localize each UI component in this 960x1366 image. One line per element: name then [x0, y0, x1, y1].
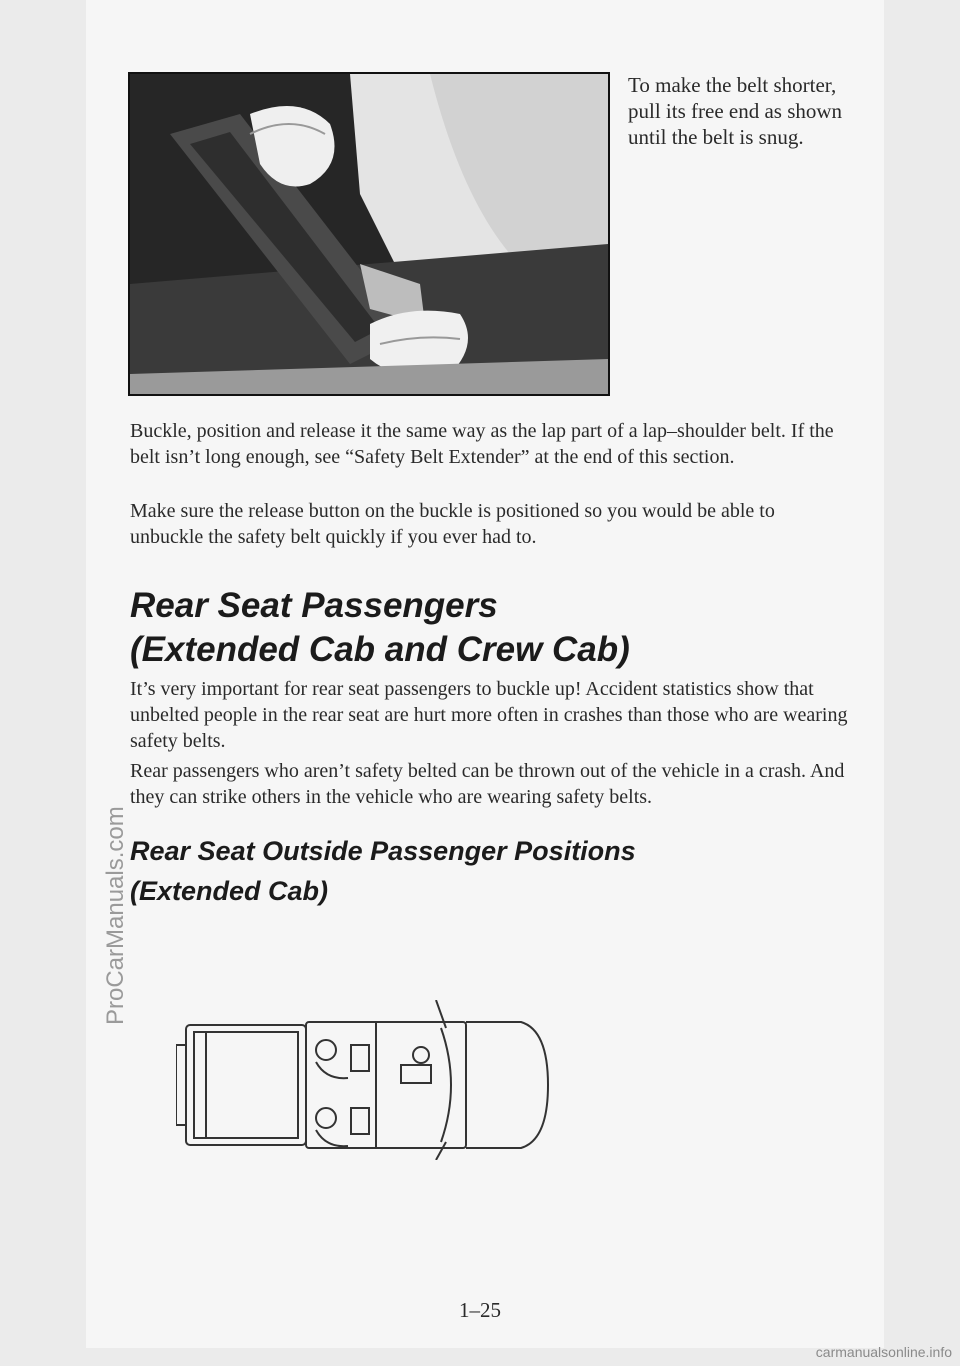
section-title-line1: Rear Seat Passengers — [130, 586, 498, 625]
side-watermark — [95, 560, 135, 1030]
subsection-title-line1: Rear Seat Outside Passenger Positions — [130, 836, 636, 866]
person-fastening-lap-belt-icon — [130, 74, 608, 394]
page-number: 1–25 — [459, 1298, 501, 1322]
truck-top-view-icon — [176, 1000, 556, 1160]
footer-watermark[interactable]: carmanualsonline.info — [815, 1344, 952, 1360]
side-watermark-text: ProCarManuals.com — [102, 806, 129, 1025]
truck-top-view-diagram — [176, 1000, 556, 1160]
paragraph-thrown-out: Rear passengers who aren’t safety belted can be thrown out of the vehicle in a crash. And they can strike others in the vehicle who are wearing safety belts. — [130, 760, 845, 808]
paragraph-release-button: Make sure the release button on the buckle is positioned so you would be able to unbuckle the safety belt quickly if you ever had to. — [130, 500, 775, 548]
section-title-line2: (Extended Cab and Crew Cab) — [130, 630, 630, 669]
paragraph-importance: It’s very important for rear seat passengers to buckle up! Accident statistics show that unbelted people in the rear seat are hurt more often in crashes than those who are wearing safety belts. — [130, 678, 848, 752]
belt-adjust-photo — [128, 72, 610, 396]
paragraph-buckle-position: Buckle, position and release it the same way as the lap part of a lap–shoulder belt. If the belt isn’t long enough, see “Safety Belt Extender” at the end of this section. — [130, 420, 834, 468]
photo-caption: To make the belt shorter, pull its free end as shown until the belt is snug. — [628, 73, 843, 149]
subsection-title-line2: (Extended Cab) — [130, 876, 329, 906]
